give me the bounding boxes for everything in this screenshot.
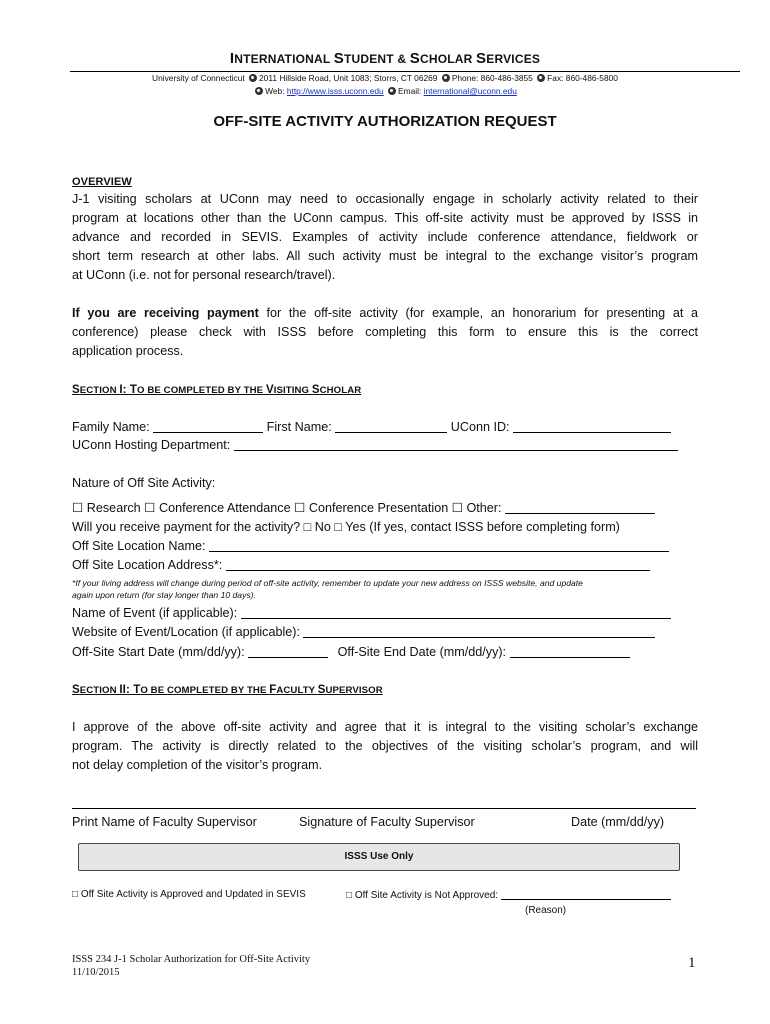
fax-number: Fax: 860-486-5800	[547, 73, 618, 83]
org-title: INTERNATIONAL STUDENT & SCHOLAR SERVICES	[229, 50, 541, 67]
event-website-field[interactable]	[303, 625, 655, 638]
overview-line: at UConn (i.e. not for personal research/travel).	[72, 268, 336, 282]
web-link[interactable]: http://www.isss.uconn.edu	[286, 86, 384, 96]
family-name-label: Family Name:	[72, 420, 150, 434]
approved-checkbox[interactable]: □ Off Site Activity is Approved and Updated in SEVIS	[72, 889, 306, 900]
event-name-field[interactable]	[241, 606, 671, 619]
form-title: OFF-SITE ACTIVITY AUTHORIZATION REQUEST	[213, 113, 557, 130]
first-name-field[interactable]	[335, 420, 447, 433]
not-approved-checkbox[interactable]: □ Off Site Activity is Not Approved:	[346, 890, 499, 901]
end-date-field[interactable]	[510, 645, 630, 658]
payment-line: application process.	[72, 344, 184, 358]
footer	[72, 953, 310, 979]
payment-line: conference) please check with ISSS before completing this form to ensure this is the correct	[72, 325, 698, 339]
overview-line: program at locations other than the UConn campus. This off-site activity must be approved by ISSS in	[72, 211, 698, 225]
globe-icon	[537, 74, 545, 82]
print-name-label: Print Name of Faculty Supervisor	[72, 815, 257, 829]
note-line: *If your living address will change during period of off-site activity, remember to update your new address on ISSS website, and update	[72, 578, 583, 588]
approval-paragraph	[72, 718, 698, 775]
location-name-label: Off Site Location Name:	[72, 539, 206, 553]
payment-line: for the off-site activity (for example, an honorarium for presenting at a	[258, 306, 699, 320]
name-row	[72, 420, 671, 434]
payment-question[interactable]: Will you receive payment for the activity? □ No □ Yes (If yes, contact ISSS before completing form)	[72, 520, 620, 534]
start-date-label: Off-Site Start Date (mm/dd/yy):	[72, 645, 245, 659]
form-name: ISSS 234 J-1 Scholar Authorization for Off-Site Activity	[72, 954, 311, 965]
event-name-label: Name of Event (if applicable):	[72, 606, 238, 620]
uconn-id-field[interactable]	[513, 420, 671, 433]
signature-rule[interactable]	[72, 808, 696, 809]
page-number: 1	[688, 955, 696, 971]
signature-label: Signature of Faculty Supervisor	[299, 815, 475, 829]
family-name-field[interactable]	[153, 420, 263, 433]
payment-paragraph	[72, 304, 698, 361]
contact-line	[0, 86, 770, 96]
first-name-label: First Name:	[266, 420, 332, 434]
reason-field[interactable]	[501, 889, 671, 900]
reason-label: (Reason)	[525, 905, 567, 916]
uconn-id-label: UConn ID:	[450, 420, 510, 434]
globe-icon	[388, 87, 396, 95]
payment-bold: If you are receiving payment	[72, 306, 259, 320]
date-label: Date (mm/dd/yy)	[571, 815, 665, 829]
location-address-field[interactable]	[226, 558, 650, 571]
isss-use-only-box: ISSS Use Only	[78, 843, 680, 871]
street-address: 2011 Hillside Road, Unit 1083; Storrs, CT 06269	[259, 73, 438, 83]
dept-row	[72, 438, 678, 452]
overview-line: J-1 visiting scholars at UConn may need to occasionally engage in scholarly activity related to their	[72, 192, 698, 206]
university-name: University of Connecticut	[152, 73, 245, 83]
section1-heading: SECTION I: TO BE COMPLETED BY THE VISITING SCHOLAR	[72, 384, 362, 396]
email-label: Email:	[398, 86, 422, 96]
location-name-row	[72, 539, 669, 553]
activity-checkboxes[interactable]: ☐ Research ☐ Conference Attendance ☐ Conference Presentation ☐ Other:	[72, 501, 502, 515]
globe-icon	[442, 74, 450, 82]
nature-label: Nature of Off Site Activity:	[72, 476, 216, 490]
approval-line: not delay completion of the visitor’s program.	[72, 758, 323, 772]
activity-options-row	[72, 500, 655, 515]
location-address-row	[72, 558, 650, 572]
header-rule	[70, 71, 740, 72]
location-address-label: Off Site Location Address*:	[72, 558, 223, 572]
overview-paragraph	[72, 190, 698, 285]
event-website-row	[72, 625, 655, 639]
address-line	[0, 73, 770, 83]
overview-line: short term research at other labs. All such activity must be integral to the exchange visitor’s program	[72, 249, 698, 263]
form-date: 11/10/2015	[72, 967, 120, 978]
address-note	[72, 577, 702, 601]
location-name-field[interactable]	[209, 539, 669, 552]
event-website-label: Website of Event/Location (if applicable):	[72, 625, 300, 639]
event-name-row	[72, 606, 671, 620]
hosting-dept-field[interactable]	[234, 438, 678, 451]
globe-icon	[249, 74, 257, 82]
start-date-field[interactable]	[248, 645, 328, 658]
web-label: Web:	[265, 86, 285, 96]
not-approved-row	[346, 889, 671, 901]
section2-heading: SECTION II: TO BE COMPLETED BY THE FACULTY SUPERVISOR	[72, 684, 383, 696]
approval-line: program. The activity is directly related to the objectives of the visiting scholar’s program, and will	[72, 739, 698, 753]
other-activity-field[interactable]	[505, 501, 655, 514]
globe-icon	[255, 87, 263, 95]
end-date-label: Off-Site End Date (mm/dd/yy):	[337, 645, 507, 659]
overview-heading: OVERVIEW	[72, 176, 132, 188]
phone-number: Phone: 860-486-3855	[451, 73, 533, 83]
overview-line: advance and recorded in SEVIS. Examples of activity include conference attendance, fieldwork or	[72, 230, 698, 244]
dates-row	[72, 645, 630, 659]
hosting-dept-label: UConn Hosting Department:	[72, 438, 231, 452]
note-line: again upon return (for stay longer than 10 days).	[72, 590, 256, 600]
email-link[interactable]: international@uconn.edu	[423, 86, 517, 96]
approval-line: I approve of the above off-site activity and agree that it is integral to the visiting scholar’s exchange	[72, 720, 698, 734]
